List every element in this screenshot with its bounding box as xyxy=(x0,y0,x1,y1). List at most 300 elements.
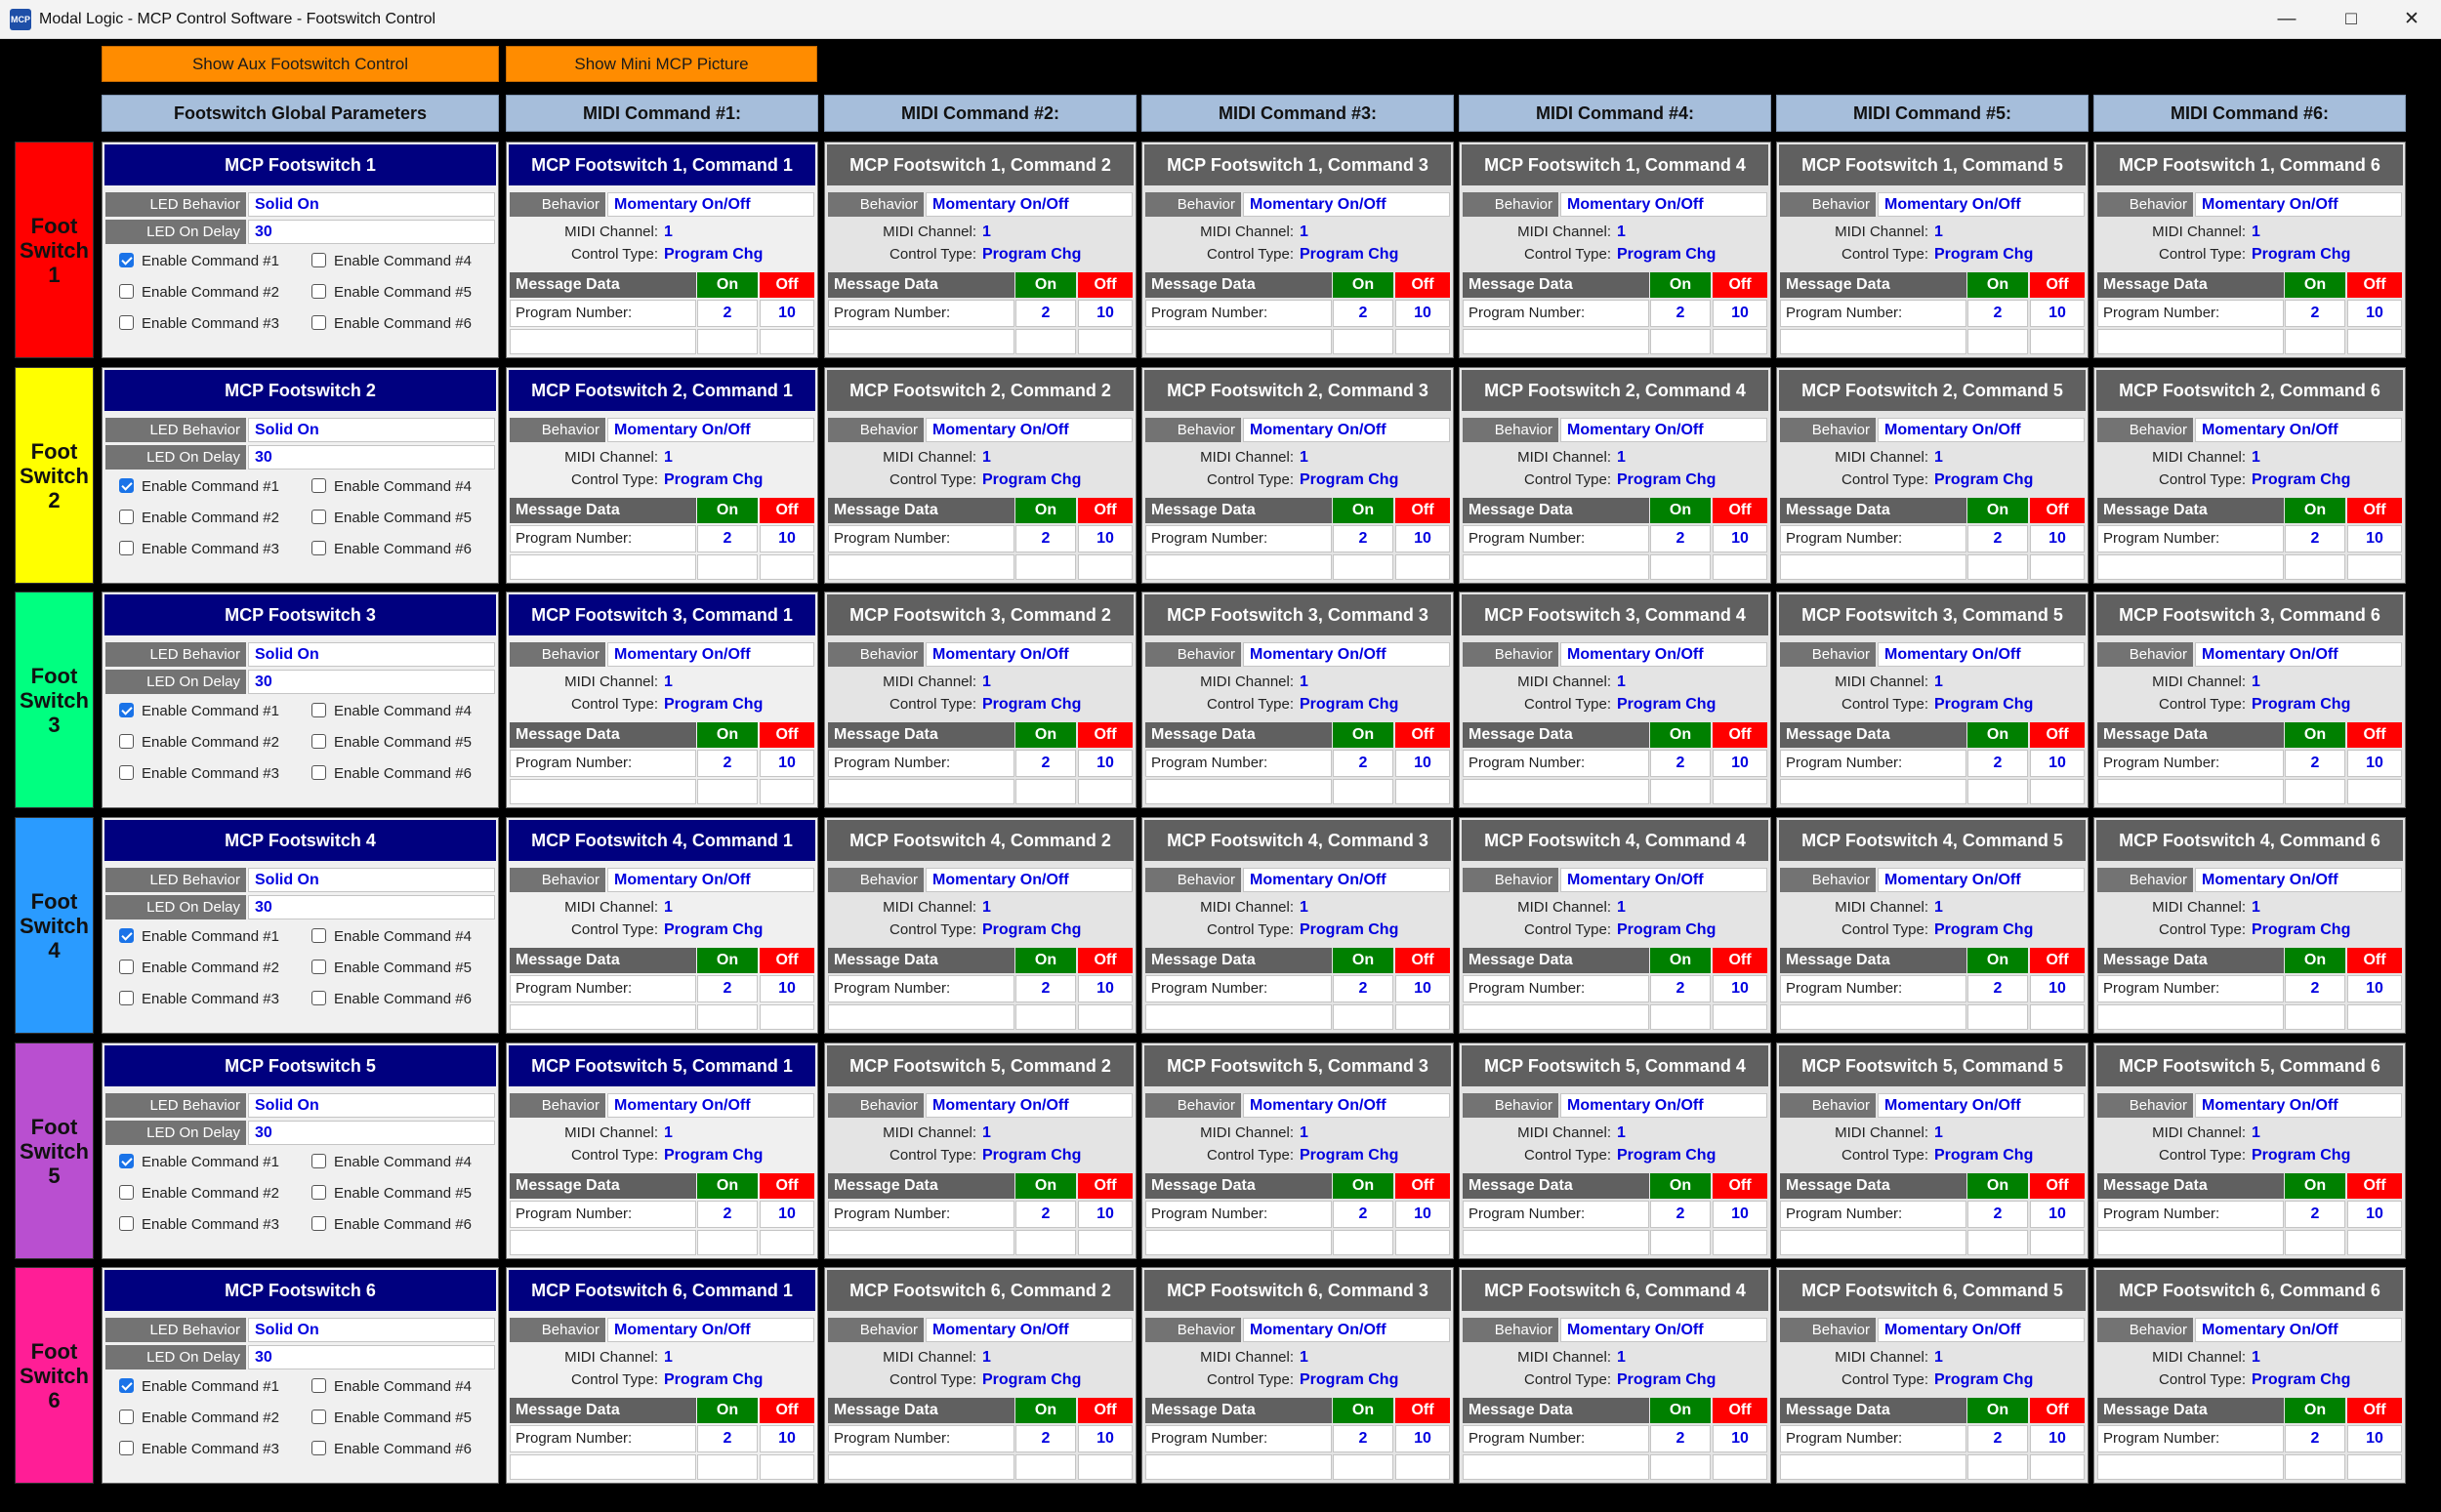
checkbox-box[interactable] xyxy=(119,1154,134,1168)
midi-channel-value[interactable]: 1 xyxy=(982,1349,991,1366)
program-number-on-value[interactable]: 2 xyxy=(697,300,758,327)
empty-cell[interactable] xyxy=(1650,1004,1711,1030)
program-number-on-value[interactable]: 2 xyxy=(1967,750,2028,777)
program-number-off-value[interactable]: 10 xyxy=(1713,300,1767,327)
midi-channel-value[interactable]: 1 xyxy=(2252,224,2260,240)
enable-command-1-checkbox[interactable] xyxy=(119,251,279,272)
empty-cell[interactable] xyxy=(1713,779,1767,804)
checkbox-box[interactable] xyxy=(311,1154,326,1168)
control-type-value[interactable]: Program Chg xyxy=(2252,471,2351,488)
midi-channel-value[interactable]: 1 xyxy=(1300,1124,1308,1141)
empty-cell[interactable] xyxy=(697,1004,758,1030)
program-number-on-value[interactable]: 2 xyxy=(1015,1201,1076,1228)
show-aux-footswitch-control-button[interactable]: Show Aux Footswitch Control xyxy=(102,46,499,82)
empty-cell[interactable] xyxy=(1780,1454,1966,1480)
behavior-value[interactable]: Momentary On/Off xyxy=(1243,1318,1450,1342)
behavior-value[interactable]: Momentary On/Off xyxy=(2195,418,2402,442)
enable-command-1-checkbox[interactable] xyxy=(119,1152,279,1173)
midi-channel-value[interactable]: 1 xyxy=(1934,449,1943,466)
midi-channel-value[interactable]: 1 xyxy=(2252,899,2260,916)
control-type-value[interactable]: Program Chg xyxy=(664,1371,764,1388)
empty-cell[interactable] xyxy=(828,1004,1014,1030)
control-type-value[interactable]: Program Chg xyxy=(2252,1147,2351,1164)
empty-cell[interactable] xyxy=(510,1004,696,1030)
behavior-value[interactable]: Momentary On/Off xyxy=(607,868,814,892)
checkbox-box[interactable] xyxy=(311,991,326,1005)
empty-cell[interactable] xyxy=(1145,1004,1332,1030)
empty-cell[interactable] xyxy=(828,779,1014,804)
behavior-value[interactable]: Momentary On/Off xyxy=(1243,1093,1450,1118)
behavior-value[interactable]: Momentary On/Off xyxy=(926,642,1133,667)
behavior-value[interactable]: Momentary On/Off xyxy=(2195,642,2402,667)
control-type-value[interactable]: Program Chg xyxy=(982,921,1082,938)
checkbox-box[interactable] xyxy=(311,284,326,299)
program-number-on-value[interactable]: 2 xyxy=(1015,1425,1076,1452)
checkbox-box[interactable] xyxy=(311,510,326,524)
control-type-value[interactable]: Program Chg xyxy=(1934,696,2034,713)
program-number-on-value[interactable]: 2 xyxy=(1967,1201,2028,1228)
empty-cell[interactable] xyxy=(2285,554,2345,580)
enable-command-3-checkbox[interactable] xyxy=(119,1214,279,1236)
empty-cell[interactable] xyxy=(1078,1230,1133,1255)
behavior-value[interactable]: Momentary On/Off xyxy=(2195,192,2402,217)
program-number-off-value[interactable]: 10 xyxy=(1713,525,1767,552)
empty-cell[interactable] xyxy=(1333,779,1393,804)
program-number-off-value[interactable]: 10 xyxy=(2030,300,2085,327)
empty-cell[interactable] xyxy=(828,1454,1014,1480)
control-type-value[interactable]: Program Chg xyxy=(2252,696,2351,713)
empty-cell[interactable] xyxy=(828,329,1014,354)
program-number-off-value[interactable]: 10 xyxy=(1395,1425,1450,1452)
midi-channel-value[interactable]: 1 xyxy=(982,449,991,466)
midi-channel-value[interactable]: 1 xyxy=(664,224,673,240)
control-type-value[interactable]: Program Chg xyxy=(982,1147,1082,1164)
checkbox-box[interactable] xyxy=(119,315,134,330)
behavior-value[interactable]: Momentary On/Off xyxy=(926,1318,1133,1342)
behavior-value[interactable]: Momentary On/Off xyxy=(1878,192,2085,217)
midi-channel-value[interactable]: 1 xyxy=(982,224,991,240)
empty-cell[interactable] xyxy=(760,1454,814,1480)
empty-cell[interactable] xyxy=(2030,1004,2085,1030)
led-on-delay-value[interactable]: 30 xyxy=(248,445,495,470)
program-number-on-value[interactable]: 2 xyxy=(697,1201,758,1228)
empty-cell[interactable] xyxy=(1015,1004,1076,1030)
enable-command-2-checkbox[interactable] xyxy=(119,732,279,754)
behavior-value[interactable]: Momentary On/Off xyxy=(926,1093,1133,1118)
enable-command-2-checkbox[interactable] xyxy=(119,1183,279,1205)
empty-cell[interactable] xyxy=(760,1230,814,1255)
empty-cell[interactable] xyxy=(1463,1454,1649,1480)
checkbox-box[interactable] xyxy=(119,734,134,749)
behavior-value[interactable]: Momentary On/Off xyxy=(607,418,814,442)
close-icon[interactable]: ✕ xyxy=(2404,9,2420,29)
empty-cell[interactable] xyxy=(1463,554,1649,580)
enable-command-4-checkbox[interactable] xyxy=(311,926,472,948)
control-type-value[interactable]: Program Chg xyxy=(1300,471,1399,488)
enable-command-2-checkbox[interactable] xyxy=(119,508,279,529)
checkbox-box[interactable] xyxy=(311,1441,326,1455)
led-behavior-value[interactable]: Solid On xyxy=(248,1318,495,1342)
empty-cell[interactable] xyxy=(1078,779,1133,804)
program-number-off-value[interactable]: 10 xyxy=(1713,750,1767,777)
midi-channel-value[interactable]: 1 xyxy=(1617,1349,1626,1366)
midi-channel-value[interactable]: 1 xyxy=(1300,449,1308,466)
empty-cell[interactable] xyxy=(828,554,1014,580)
program-number-on-value[interactable]: 2 xyxy=(1967,1425,2028,1452)
empty-cell[interactable] xyxy=(1780,1004,1966,1030)
empty-cell[interactable] xyxy=(2097,554,2284,580)
led-on-delay-value[interactable]: 30 xyxy=(248,220,495,244)
checkbox-box[interactable] xyxy=(311,1185,326,1200)
empty-cell[interactable] xyxy=(1145,1230,1332,1255)
checkbox-box[interactable] xyxy=(119,991,134,1005)
enable-command-1-checkbox[interactable] xyxy=(119,476,279,498)
program-number-off-value[interactable]: 10 xyxy=(2030,750,2085,777)
led-behavior-value[interactable]: Solid On xyxy=(248,418,495,442)
midi-channel-value[interactable]: 1 xyxy=(664,674,673,690)
empty-cell[interactable] xyxy=(2030,779,2085,804)
midi-channel-value[interactable]: 1 xyxy=(664,1124,673,1141)
program-number-on-value[interactable]: 2 xyxy=(697,1425,758,1452)
empty-cell[interactable] xyxy=(1713,1004,1767,1030)
program-number-on-value[interactable]: 2 xyxy=(1333,1425,1393,1452)
empty-cell[interactable] xyxy=(760,779,814,804)
enable-command-5-checkbox[interactable] xyxy=(311,732,472,754)
checkbox-box[interactable] xyxy=(311,734,326,749)
program-number-off-value[interactable]: 10 xyxy=(1078,525,1133,552)
control-type-value[interactable]: Program Chg xyxy=(1934,921,2034,938)
behavior-value[interactable]: Momentary On/Off xyxy=(926,192,1133,217)
led-on-delay-value[interactable]: 30 xyxy=(248,1121,495,1145)
enable-command-6-checkbox[interactable] xyxy=(311,313,472,335)
behavior-value[interactable]: Momentary On/Off xyxy=(607,1318,814,1342)
enable-command-3-checkbox[interactable] xyxy=(119,1439,279,1460)
control-type-value[interactable]: Program Chg xyxy=(1934,246,2034,263)
midi-channel-value[interactable]: 1 xyxy=(1617,899,1626,916)
program-number-off-value[interactable]: 10 xyxy=(2347,750,2402,777)
behavior-value[interactable]: Momentary On/Off xyxy=(1560,192,1767,217)
behavior-value[interactable]: Momentary On/Off xyxy=(1878,642,2085,667)
program-number-on-value[interactable]: 2 xyxy=(1015,750,1076,777)
enable-command-4-checkbox[interactable] xyxy=(311,251,472,272)
enable-command-1-checkbox[interactable] xyxy=(119,926,279,948)
checkbox-box[interactable] xyxy=(119,284,134,299)
enable-command-4-checkbox[interactable] xyxy=(311,1152,472,1173)
empty-cell[interactable] xyxy=(697,779,758,804)
program-number-off-value[interactable]: 10 xyxy=(1078,300,1133,327)
enable-command-2-checkbox[interactable] xyxy=(119,958,279,979)
enable-command-5-checkbox[interactable] xyxy=(311,1408,472,1429)
midi-channel-value[interactable]: 1 xyxy=(1934,674,1943,690)
checkbox-box[interactable] xyxy=(311,928,326,943)
empty-cell[interactable] xyxy=(1015,1230,1076,1255)
empty-cell[interactable] xyxy=(697,1454,758,1480)
empty-cell[interactable] xyxy=(1078,1454,1133,1480)
enable-command-3-checkbox[interactable] xyxy=(119,313,279,335)
checkbox-box[interactable] xyxy=(119,1378,134,1393)
program-number-off-value[interactable]: 10 xyxy=(2347,1201,2402,1228)
empty-cell[interactable] xyxy=(1713,1454,1767,1480)
enable-command-6-checkbox[interactable] xyxy=(311,1214,472,1236)
program-number-on-value[interactable]: 2 xyxy=(1015,525,1076,552)
empty-cell[interactable] xyxy=(1015,779,1076,804)
midi-channel-value[interactable]: 1 xyxy=(664,1349,673,1366)
program-number-on-value[interactable]: 2 xyxy=(1015,300,1076,327)
empty-cell[interactable] xyxy=(1650,329,1711,354)
empty-cell[interactable] xyxy=(510,1230,696,1255)
empty-cell[interactable] xyxy=(2347,1230,2402,1255)
empty-cell[interactable] xyxy=(1967,1454,2028,1480)
enable-command-1-checkbox[interactable] xyxy=(119,701,279,722)
empty-cell[interactable] xyxy=(2285,1004,2345,1030)
empty-cell[interactable] xyxy=(1078,1004,1133,1030)
behavior-value[interactable]: Momentary On/Off xyxy=(1878,1093,2085,1118)
program-number-off-value[interactable]: 10 xyxy=(2030,525,2085,552)
empty-cell[interactable] xyxy=(828,1230,1014,1255)
empty-cell[interactable] xyxy=(1463,329,1649,354)
empty-cell[interactable] xyxy=(2030,1230,2085,1255)
control-type-value[interactable]: Program Chg xyxy=(2252,246,2351,263)
behavior-value[interactable]: Momentary On/Off xyxy=(1243,192,1450,217)
midi-channel-value[interactable]: 1 xyxy=(1617,224,1626,240)
empty-cell[interactable] xyxy=(697,554,758,580)
checkbox-box[interactable] xyxy=(311,1410,326,1424)
program-number-off-value[interactable]: 10 xyxy=(2030,975,2085,1002)
program-number-on-value[interactable]: 2 xyxy=(1650,975,1711,1002)
control-type-value[interactable]: Program Chg xyxy=(1934,1147,2034,1164)
behavior-value[interactable]: Momentary On/Off xyxy=(2195,1093,2402,1118)
empty-cell[interactable] xyxy=(1650,1230,1711,1255)
checkbox-box[interactable] xyxy=(119,765,134,780)
control-type-value[interactable]: Program Chg xyxy=(2252,1371,2351,1388)
program-number-on-value[interactable]: 2 xyxy=(1967,300,2028,327)
control-type-value[interactable]: Program Chg xyxy=(982,246,1082,263)
program-number-on-value[interactable]: 2 xyxy=(1015,975,1076,1002)
empty-cell[interactable] xyxy=(2097,1004,2284,1030)
empty-cell[interactable] xyxy=(1395,329,1450,354)
program-number-on-value[interactable]: 2 xyxy=(697,750,758,777)
control-type-value[interactable]: Program Chg xyxy=(664,246,764,263)
program-number-off-value[interactable]: 10 xyxy=(1395,975,1450,1002)
program-number-off-value[interactable]: 10 xyxy=(1713,1201,1767,1228)
midi-channel-value[interactable]: 1 xyxy=(2252,1124,2260,1141)
program-number-off-value[interactable]: 10 xyxy=(2030,1425,2085,1452)
enable-command-6-checkbox[interactable] xyxy=(311,1439,472,1460)
control-type-value[interactable]: Program Chg xyxy=(1300,1371,1399,1388)
program-number-off-value[interactable]: 10 xyxy=(2030,1201,2085,1228)
midi-channel-value[interactable]: 1 xyxy=(2252,1349,2260,1366)
program-number-off-value[interactable]: 10 xyxy=(760,1425,814,1452)
midi-channel-value[interactable]: 1 xyxy=(1300,674,1308,690)
behavior-value[interactable]: Momentary On/Off xyxy=(607,1093,814,1118)
control-type-value[interactable]: Program Chg xyxy=(1934,471,2034,488)
empty-cell[interactable] xyxy=(760,329,814,354)
program-number-off-value[interactable]: 10 xyxy=(1395,1201,1450,1228)
behavior-value[interactable]: Momentary On/Off xyxy=(1878,868,2085,892)
behavior-value[interactable]: Momentary On/Off xyxy=(1560,418,1767,442)
empty-cell[interactable] xyxy=(2347,329,2402,354)
empty-cell[interactable] xyxy=(760,1004,814,1030)
behavior-value[interactable]: Momentary On/Off xyxy=(2195,868,2402,892)
empty-cell[interactable] xyxy=(2285,1454,2345,1480)
midi-channel-value[interactable]: 1 xyxy=(664,899,673,916)
enable-command-6-checkbox[interactable] xyxy=(311,763,472,785)
checkbox-box[interactable] xyxy=(311,478,326,493)
program-number-off-value[interactable]: 10 xyxy=(1078,1201,1133,1228)
program-number-off-value[interactable]: 10 xyxy=(1395,300,1450,327)
empty-cell[interactable] xyxy=(1780,329,1966,354)
empty-cell[interactable] xyxy=(1333,1230,1393,1255)
control-type-value[interactable]: Program Chg xyxy=(982,471,1082,488)
program-number-on-value[interactable]: 2 xyxy=(2285,1425,2345,1452)
checkbox-box[interactable] xyxy=(119,1410,134,1424)
empty-cell[interactable] xyxy=(1967,329,2028,354)
program-number-on-value[interactable]: 2 xyxy=(2285,1201,2345,1228)
empty-cell[interactable] xyxy=(1967,779,2028,804)
control-type-value[interactable]: Program Chg xyxy=(982,1371,1082,1388)
control-type-value[interactable]: Program Chg xyxy=(1617,1371,1717,1388)
empty-cell[interactable] xyxy=(760,554,814,580)
empty-cell[interactable] xyxy=(1333,329,1393,354)
empty-cell[interactable] xyxy=(1015,329,1076,354)
program-number-on-value[interactable]: 2 xyxy=(1333,1201,1393,1228)
empty-cell[interactable] xyxy=(2030,554,2085,580)
checkbox-box[interactable] xyxy=(119,960,134,974)
behavior-value[interactable]: Momentary On/Off xyxy=(1243,868,1450,892)
maximize-icon[interactable]: □ xyxy=(2345,9,2357,29)
program-number-on-value[interactable]: 2 xyxy=(1333,975,1393,1002)
checkbox-box[interactable] xyxy=(119,703,134,717)
midi-channel-value[interactable]: 1 xyxy=(2252,674,2260,690)
empty-cell[interactable] xyxy=(1967,1004,2028,1030)
behavior-value[interactable]: Momentary On/Off xyxy=(607,192,814,217)
midi-channel-value[interactable]: 1 xyxy=(1300,1349,1308,1366)
enable-command-5-checkbox[interactable] xyxy=(311,282,472,304)
checkbox-box[interactable] xyxy=(311,315,326,330)
checkbox-box[interactable] xyxy=(311,703,326,717)
midi-channel-value[interactable]: 1 xyxy=(1934,1124,1943,1141)
checkbox-box[interactable] xyxy=(119,541,134,555)
program-number-on-value[interactable]: 2 xyxy=(2285,750,2345,777)
enable-command-3-checkbox[interactable] xyxy=(119,763,279,785)
control-type-value[interactable]: Program Chg xyxy=(1617,921,1717,938)
program-number-on-value[interactable]: 2 xyxy=(697,975,758,1002)
empty-cell[interactable] xyxy=(1463,1230,1649,1255)
enable-command-5-checkbox[interactable] xyxy=(311,958,472,979)
control-type-value[interactable]: Program Chg xyxy=(1617,696,1717,713)
led-behavior-value[interactable]: Solid On xyxy=(248,192,495,217)
control-type-value[interactable]: Program Chg xyxy=(664,696,764,713)
program-number-off-value[interactable]: 10 xyxy=(760,1201,814,1228)
midi-channel-value[interactable]: 1 xyxy=(982,1124,991,1141)
led-behavior-value[interactable]: Solid On xyxy=(248,868,495,892)
empty-cell[interactable] xyxy=(1395,1004,1450,1030)
program-number-off-value[interactable]: 10 xyxy=(1078,1425,1133,1452)
behavior-value[interactable]: Momentary On/Off xyxy=(1560,1093,1767,1118)
program-number-on-value[interactable]: 2 xyxy=(2285,300,2345,327)
empty-cell[interactable] xyxy=(697,1230,758,1255)
program-number-off-value[interactable]: 10 xyxy=(2347,975,2402,1002)
midi-channel-value[interactable]: 1 xyxy=(1934,224,1943,240)
empty-cell[interactable] xyxy=(1780,1230,1966,1255)
empty-cell[interactable] xyxy=(1333,1454,1393,1480)
enable-command-2-checkbox[interactable] xyxy=(119,282,279,304)
program-number-on-value[interactable]: 2 xyxy=(1333,300,1393,327)
control-type-value[interactable]: Program Chg xyxy=(1300,1147,1399,1164)
led-on-delay-value[interactable]: 30 xyxy=(248,895,495,919)
control-type-value[interactable]: Program Chg xyxy=(2252,921,2351,938)
control-type-value[interactable]: Program Chg xyxy=(664,921,764,938)
midi-channel-value[interactable]: 1 xyxy=(2252,449,2260,466)
empty-cell[interactable] xyxy=(2347,1004,2402,1030)
empty-cell[interactable] xyxy=(1967,554,2028,580)
program-number-on-value[interactable]: 2 xyxy=(1333,525,1393,552)
program-number-on-value[interactable]: 2 xyxy=(1333,750,1393,777)
enable-command-6-checkbox[interactable] xyxy=(311,989,472,1010)
program-number-off-value[interactable]: 10 xyxy=(1713,975,1767,1002)
empty-cell[interactable] xyxy=(1395,779,1450,804)
program-number-off-value[interactable]: 10 xyxy=(760,300,814,327)
program-number-off-value[interactable]: 10 xyxy=(760,525,814,552)
checkbox-box[interactable] xyxy=(311,1216,326,1231)
empty-cell[interactable] xyxy=(1780,554,1966,580)
midi-channel-value[interactable]: 1 xyxy=(1300,899,1308,916)
checkbox-box[interactable] xyxy=(311,960,326,974)
empty-cell[interactable] xyxy=(2097,779,2284,804)
program-number-off-value[interactable]: 10 xyxy=(1713,1425,1767,1452)
empty-cell[interactable] xyxy=(510,779,696,804)
empty-cell[interactable] xyxy=(2097,329,2284,354)
program-number-on-value[interactable]: 2 xyxy=(2285,975,2345,1002)
led-on-delay-value[interactable]: 30 xyxy=(248,670,495,694)
program-number-off-value[interactable]: 10 xyxy=(2347,1425,2402,1452)
empty-cell[interactable] xyxy=(1145,1454,1332,1480)
checkbox-box[interactable] xyxy=(119,253,134,267)
led-behavior-value[interactable]: Solid On xyxy=(248,1093,495,1118)
empty-cell[interactable] xyxy=(1078,329,1133,354)
midi-channel-value[interactable]: 1 xyxy=(664,449,673,466)
enable-command-5-checkbox[interactable] xyxy=(311,508,472,529)
checkbox-box[interactable] xyxy=(119,510,134,524)
program-number-on-value[interactable]: 2 xyxy=(1650,525,1711,552)
checkbox-box[interactable] xyxy=(119,1185,134,1200)
empty-cell[interactable] xyxy=(1463,779,1649,804)
empty-cell[interactable] xyxy=(2347,1454,2402,1480)
enable-command-4-checkbox[interactable] xyxy=(311,476,472,498)
enable-command-2-checkbox[interactable] xyxy=(119,1408,279,1429)
behavior-value[interactable]: Momentary On/Off xyxy=(1243,418,1450,442)
behavior-value[interactable]: Momentary On/Off xyxy=(1878,418,2085,442)
empty-cell[interactable] xyxy=(1650,779,1711,804)
behavior-value[interactable]: Momentary On/Off xyxy=(926,868,1133,892)
program-number-off-value[interactable]: 10 xyxy=(2347,525,2402,552)
empty-cell[interactable] xyxy=(2097,1230,2284,1255)
empty-cell[interactable] xyxy=(2285,329,2345,354)
program-number-off-value[interactable]: 10 xyxy=(1078,750,1133,777)
empty-cell[interactable] xyxy=(1145,779,1332,804)
empty-cell[interactable] xyxy=(1713,329,1767,354)
show-mini-mcp-picture-button[interactable]: Show Mini MCP Picture xyxy=(506,46,817,82)
program-number-off-value[interactable]: 10 xyxy=(1395,525,1450,552)
midi-channel-value[interactable]: 1 xyxy=(1617,674,1626,690)
enable-command-1-checkbox[interactable] xyxy=(119,1376,279,1398)
behavior-value[interactable]: Momentary On/Off xyxy=(1560,1318,1767,1342)
control-type-value[interactable]: Program Chg xyxy=(1617,246,1717,263)
empty-cell[interactable] xyxy=(1395,554,1450,580)
checkbox-box[interactable] xyxy=(119,1441,134,1455)
midi-channel-value[interactable]: 1 xyxy=(982,674,991,690)
behavior-value[interactable]: Momentary On/Off xyxy=(607,642,814,667)
